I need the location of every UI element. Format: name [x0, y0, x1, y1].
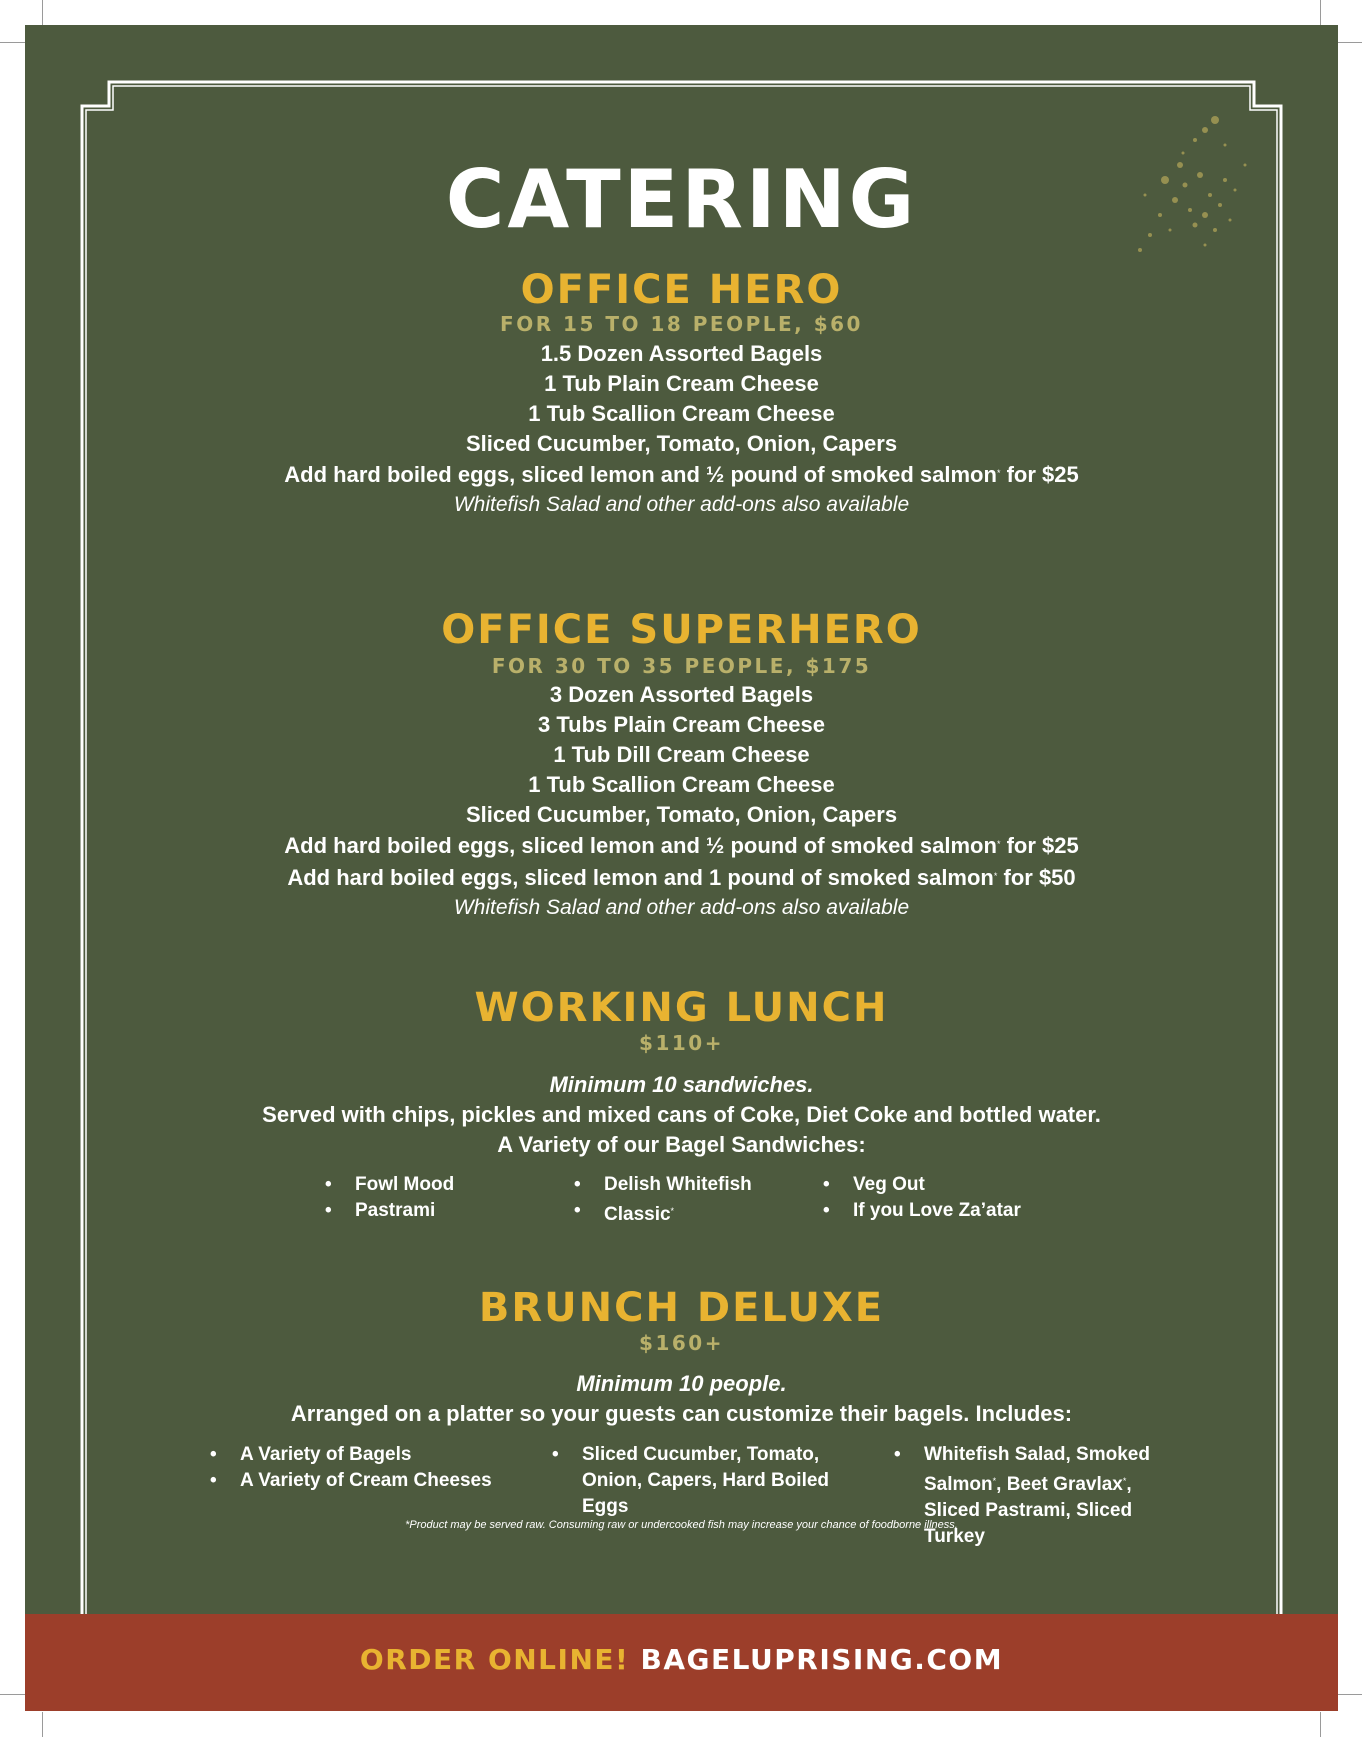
working-lunch-title: WORKING LUNCH [474, 985, 889, 1031]
minimum-note: Minimum 10 sandwiches. [549, 1072, 814, 1097]
list-item: • If you Love Za’atar [823, 1198, 1083, 1224]
order-online-banner [25, 1614, 1338, 1711]
menu-item: 1 Tub Scallion Cream Cheese [528, 772, 835, 797]
menu-item: 1 Tub Plain Cream Cheese [544, 371, 819, 396]
office-superhero-addons [25, 829, 1338, 923]
menu-item: 3 Dozen Assorted Bagels [549, 682, 814, 707]
arranged-note: Arranged on a platter so your guests can customize their bagels. Includes: [290, 1401, 1073, 1426]
sandwich-list-col3 [823, 1172, 1083, 1224]
brunch-list-col3 [894, 1442, 1184, 1550]
office-hero-subtitle: FOR 15 TO 18 PEOPLE, $60 [500, 312, 863, 336]
brunch-deluxe-details [25, 1369, 1338, 1429]
menu-item: 1 Tub Dill Cream Cheese [553, 742, 810, 767]
served-with: Served with chips, pickles and mixed cans of Coke, Diet Coke and bottled water. [262, 1102, 1101, 1127]
raw-fish-disclaimer: *Product may be served raw. Consuming raw or undercooked fish may increase your chance of foodborne illness. [405, 1519, 958, 1531]
crop-mark [0, 1694, 26, 1695]
minimum-note: Minimum 10 people. [576, 1371, 787, 1396]
list-item: • A Variety of Bagels [210, 1442, 510, 1468]
crop-mark [42, 1712, 43, 1737]
crop-mark [1320, 1712, 1321, 1737]
office-superhero-subtitle: FOR 30 TO 35 PEOPLE, $175 [491, 654, 872, 678]
sandwich-list-col2 [574, 1172, 794, 1228]
brunch-deluxe-subtitle: $160+ [639, 1331, 724, 1355]
list-item: • Whitefish Salad, Smoked Salmon*, Beet Gravlax*, Sliced Pastrami, Sliced Turkey [894, 1442, 1184, 1550]
list-item: • Sliced Cucumber, Tomato, Onion, Capers, Hard Boiled Eggs [552, 1442, 842, 1520]
banner-text [25, 1643, 1338, 1676]
addon-note: Whitefish Salad and other add-ons also available [453, 493, 910, 516]
brunch-list-col2 [552, 1442, 842, 1520]
office-hero-items [25, 339, 1338, 459]
menu-item: Sliced Cucumber, Tomato, Onion, Capers [465, 431, 898, 456]
menu-item: 1.5 Dozen Assorted Bagels [540, 341, 823, 366]
addon-line: Add hard boiled eggs, sliced lemon and 1 pound of smoked salmon* for $50 [287, 865, 1076, 890]
list-item: • Delish Whitefish [574, 1172, 794, 1198]
menu-item: 1 Tub Scallion Cream Cheese [528, 401, 835, 426]
working-lunch-details [25, 1070, 1338, 1160]
catering-flyer [25, 25, 1338, 1711]
sandwich-list-col1 [325, 1172, 545, 1224]
list-item: • A Variety of Cream Cheeses [210, 1468, 510, 1494]
office-superhero-title: OFFICE SUPERHERO [441, 607, 922, 653]
list-item: • Veg Out [823, 1172, 1083, 1198]
crop-mark [42, 0, 43, 26]
crop-mark [1336, 1694, 1362, 1695]
website-link[interactable]: BAGELUPRISING.COM [640, 1643, 1004, 1676]
office-hero-title: OFFICE HERO [520, 267, 843, 313]
office-hero-addons [25, 458, 1338, 520]
order-online-label: ORDER ONLINE! [359, 1643, 630, 1676]
brunch-deluxe-title: BRUNCH DELUXE [478, 1285, 885, 1331]
office-superhero-items [25, 680, 1338, 830]
crop-mark [0, 42, 26, 43]
brunch-list-col1 [210, 1442, 510, 1494]
page-title: CATERING [445, 153, 918, 246]
crop-mark [1336, 42, 1362, 43]
list-item: • Classic* [574, 1198, 794, 1228]
variety-heading: A Variety of our Bagel Sandwiches: [497, 1132, 866, 1157]
list-item: • Fowl Mood [325, 1172, 545, 1198]
list-item: • Pastrami [325, 1198, 545, 1224]
crop-mark [1320, 0, 1321, 26]
working-lunch-subtitle: $110+ [639, 1031, 724, 1055]
addon-note: Whitefish Salad and other add-ons also available [453, 896, 910, 919]
addon-line: Add hard boiled eggs, sliced lemon and ½ pound of smoked salmon* for $25 [284, 462, 1079, 487]
menu-item: 3 Tubs Plain Cream Cheese [538, 712, 825, 737]
menu-item: Sliced Cucumber, Tomato, Onion, Capers [465, 802, 898, 827]
addon-line: Add hard boiled eggs, sliced lemon and ½ pound of smoked salmon* for $25 [284, 833, 1079, 858]
